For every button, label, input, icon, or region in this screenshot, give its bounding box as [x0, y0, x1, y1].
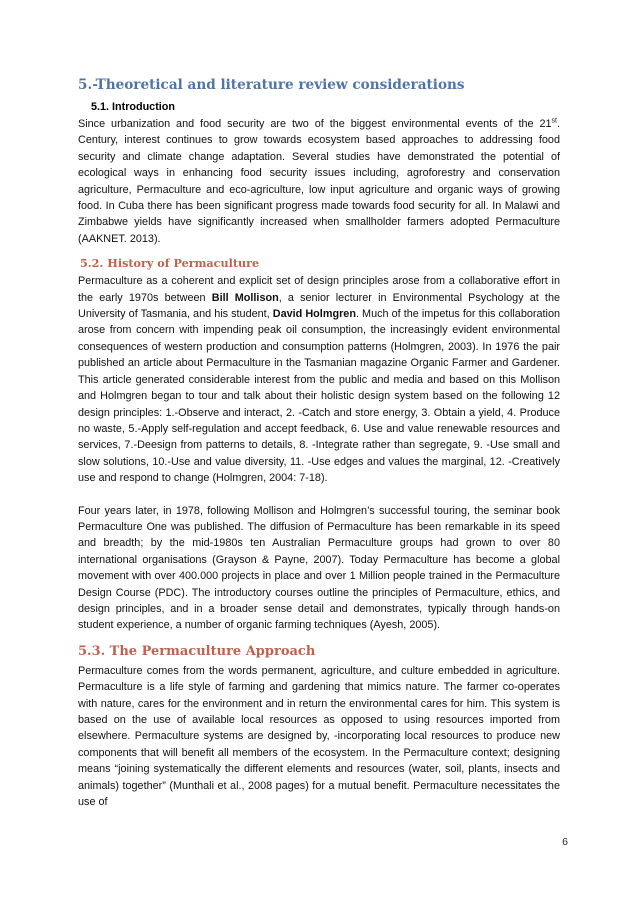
subheading-approach: 5.3. The Permaculture Approach [78, 643, 316, 659]
ordinal-superscript: st [551, 117, 557, 125]
name-david-holmgren: David Holmgren [272, 308, 356, 321]
subheading-introduction: 5.1. Introduction [91, 101, 175, 113]
page-content [78, 76, 560, 810]
section-heading-theoretical: 5.-Theoretical and literature review considerations [78, 77, 465, 93]
subheading-history: 5.2. History of Permaculture [80, 256, 260, 271]
approach-paragraph: Permaculture comes from the words permanent, agriculture, and culture embedded in agriculture. Permaculture is a life style of farming and gardening that mimics nature. The farmer co-operates with nature, cares for the environment and in return the environmental cares for him. This system is based on the use of available local resources as opposed to using resources imported from elsewhere. Permaculture systems are designed by, -incorporating local resources to produce new components that will benefit all members of the ecosystem. In the Permaculture context; designing means “joining systematically the different elements and resources (water, soil, plants, insects and animals) together” (Munthali et al., 2008 pages) for a mutual benefit. Permaculture necessitates the use of [78, 664, 560, 809]
intro-text-a: Since urbanization and food security are two of the biggest environmental events of the 21 [78, 118, 552, 130]
history-paragraph-1 [78, 273, 560, 486]
page-number: 6 [562, 836, 568, 848]
history-paragraph-2: Four years later, in 1978, following Mollison and Holmgren’s successful touring, the seminar book Permaculture One was published. The diffusion of Permaculture has been remarkable in its speed and breadth; by the mid-1980s ten Australian Permaculture groups had grown to over 80 international organisations (Grayson & Payne, 2007). Today Permaculture has become a global movement with over 400.000 projects in place and over 1 Million people trained in the Permaculture Design Course (PDC). The introductory courses outline the principles of Permaculture, ethics, and design principles, and in a broader sense detail and demonstrates, typically through hands-on student experience, a number of organic farming techniques (Ayesh, 2005). [78, 504, 560, 632]
name-bill-mollison: Bill Mollison [211, 291, 279, 304]
history-text-b: , a senior lecturer in Environmental Psychology at the University of Tasmania, and his student, [78, 291, 561, 321]
history-text-a: Permaculture as a coherent and explicit set of design principles arose from a collaborative effort in the early 1970s between [78, 275, 560, 304]
introduction-paragraph [78, 116, 560, 247]
intro-text-b: . Century, interest continues to grow towards ecosystem based approaches to addressing food security and climate change adaptation. Several studies have demonstrated the potential of ecological ways in enhancing food security issues including, agroforestry and conservation agriculture, Permaculture and eco-agriculture, low input agriculture and organic ways of growing food. In Cuba there has been significant progress made towards food security for all. In Malawi and Zimbabwe yields have significantly increased when smallholder farmers adopted Permaculture (AAKNET. 2013). [78, 118, 560, 245]
history-text-c: . Much of the impetus for this collaboration arose from concern with impending peak oil consumption, the increasingly evident environmental consequences of western production and consumption patterns (Holmgren, 2003). In 1976 the pair published an article about Permaculture in the Tasmanian magazine Organic Farmer and Gardener. This article generated considerable interest from the public and media and based on this Mollison and Holmgren began to tour and talk about their holistic design system based on the following 12 design principles: 1.-Observe and interact, 2. -Catch and store energy, 3. Obtain a yield, 4. Produce no waste, 5.-Apply self-regulation and accept feedback, 6. Use and value renewable resources and services, 7.-Deesign from patterns to details, 8. -Integrate rather than segregate, 9. -Use small and slow solutions, 10.-Use and value diversity, 11. -Use edges and values the marginal, 12. -Creatively use and respond to change (Holmgren, 2004: 7-18). [78, 308, 561, 485]
